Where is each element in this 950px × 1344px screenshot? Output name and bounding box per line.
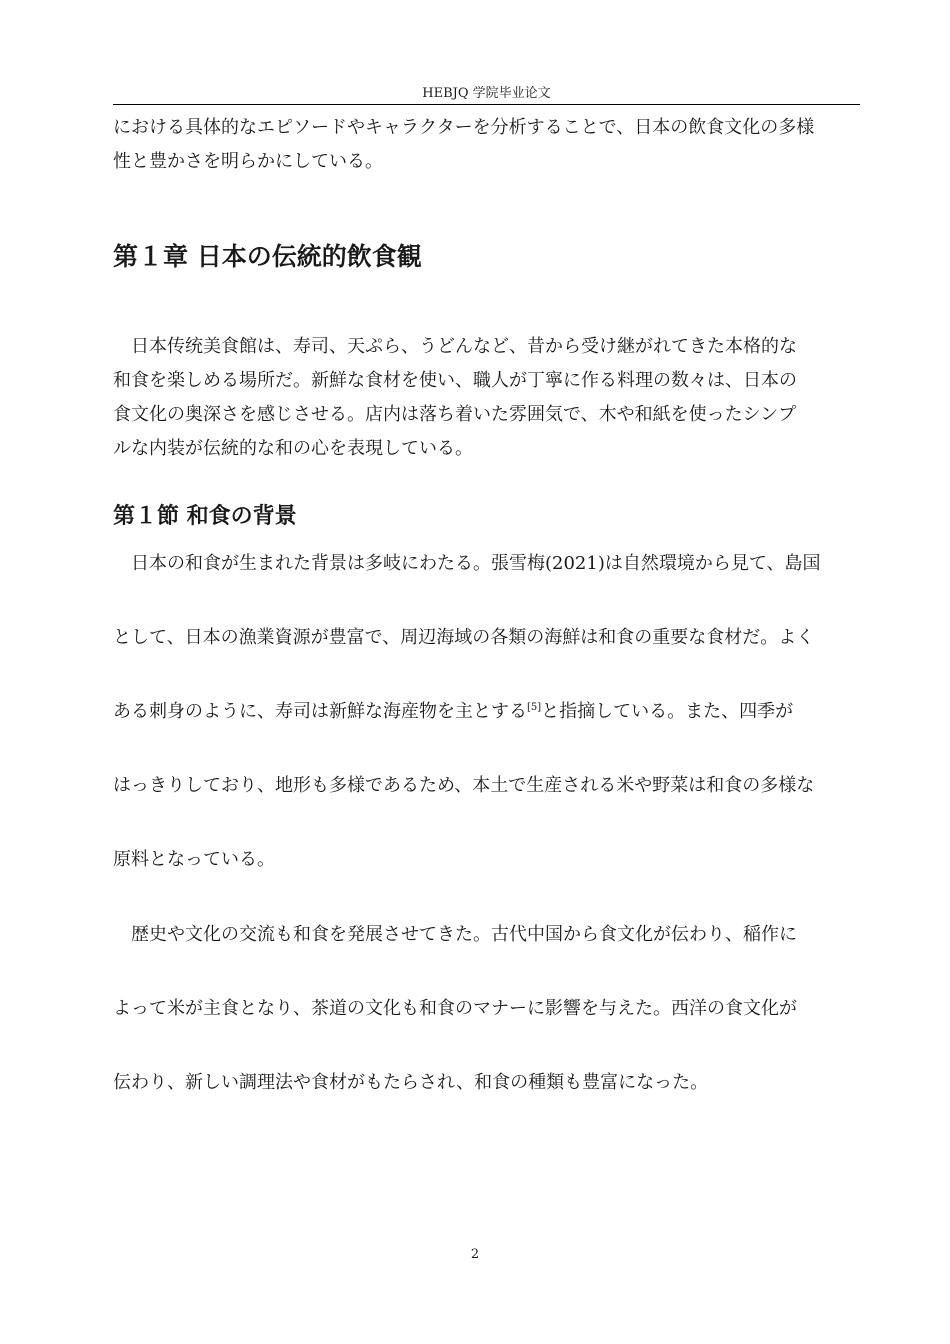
running-header: HEBJQ 学院毕业论文: [422, 86, 551, 101]
intro-line: における具体的なエピソードやキャラクターを分析することで、日本の飲食文化の多様: [113, 117, 815, 138]
chapter-heading: 第１章 日本の伝統的飲食観: [113, 242, 422, 271]
citation-reference[interactable]: [5]: [527, 702, 542, 713]
paragraph-line: よって米が主食となり、茶道の文化も和食のマナーに影響を与えた。西洋の食文化が: [113, 998, 797, 1019]
paragraph-line: 原料となっている。: [113, 849, 275, 870]
paragraph-text: と指摘している。また、四季が: [541, 701, 794, 722]
intro-paragraph: [113, 111, 863, 179]
paragraph-line: 伝わり、新しい調理法や食材がもたらされ、和食の種類も豊富になった。: [113, 1072, 709, 1093]
section-heading: 第１節 和食の背景: [113, 503, 297, 529]
paragraph-text: ある刺身のように、寿司は新鮮な海産物を主とする: [113, 701, 527, 722]
paragraph-line: ルな内装が伝統的な和の心を表現している。: [113, 438, 473, 459]
paragraph-line: として、日本の漁業資源が豊富で、周辺海域の各類の海鮮は和食の重要な食材だ。よく: [113, 627, 815, 648]
intro-line: 性と豊かさを明らかにしている。: [113, 151, 383, 172]
page-number: 2: [470, 1247, 480, 1262]
paragraph-line: [113, 695, 863, 769]
chapter-paragraph: [113, 330, 863, 466]
section-paragraph-2: [113, 918, 863, 1140]
paragraph-line: 食文化の奥深さを感じさせる。店内は落ち着いた雰囲気で、木や和紙を使ったシンプ: [113, 404, 797, 425]
section-paragraph-1: [113, 547, 863, 917]
paragraph-line: 和食を楽しめる場所だ。新鮮な食材を使い、職人が丁寧に作る料理の数々は、日本の: [113, 370, 797, 391]
paragraph-line: 日本传统美食館は、寿司、天ぷら、うどんなど、昔から受け継がれてきた本格的な: [113, 336, 797, 357]
header-divider: [113, 104, 860, 105]
paragraph-line: 歴史や文化の交流も和食を発展させてきた。古代中国から食文化が伝わり、稲作に: [113, 924, 797, 945]
paragraph-line: はっきりしており、地形も多様であるため、本土で生産される米や野菜は和食の多様な: [113, 775, 815, 796]
paragraph-line: 日本の和食が生まれた背景は多岐にわたる。張雪梅(2021)は自然環境から見て、島国: [113, 553, 821, 574]
